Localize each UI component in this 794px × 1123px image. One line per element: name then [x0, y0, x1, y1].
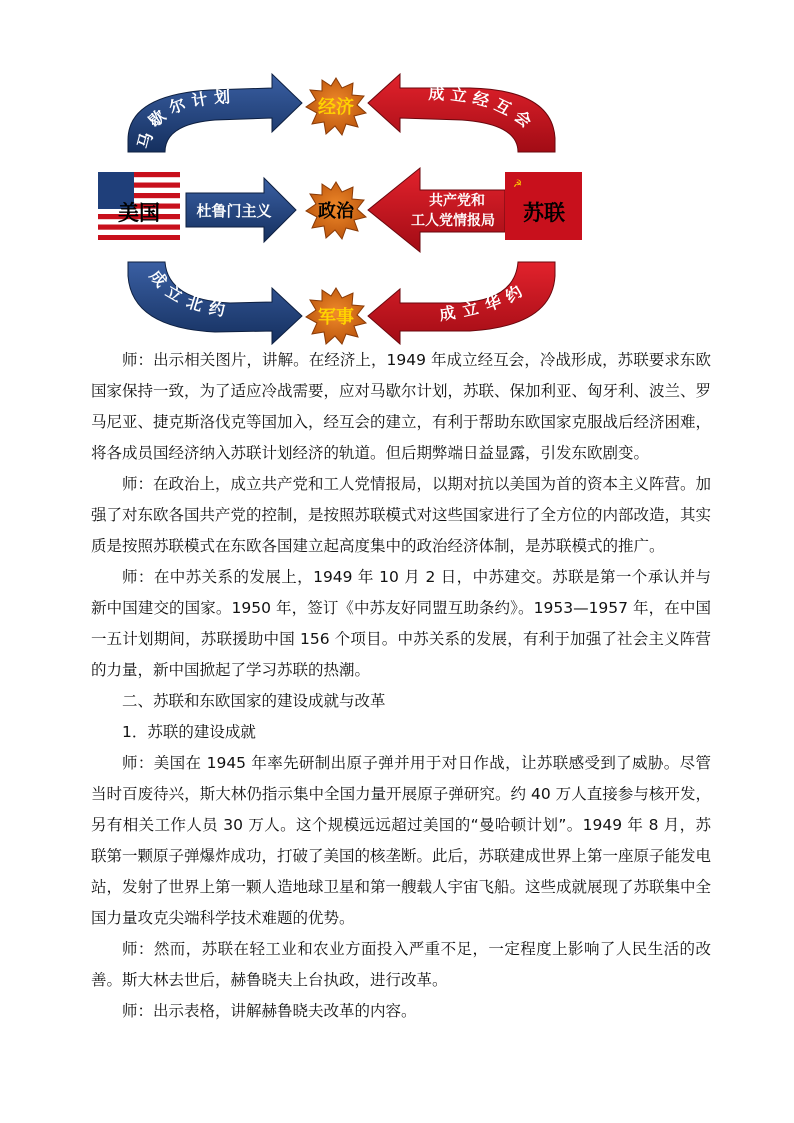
usa-flag — [98, 172, 180, 240]
economy-burst — [306, 78, 366, 135]
cold-war-diagram — [0, 0, 794, 345]
truman-doctrine-label: 杜鲁门主义 — [196, 202, 272, 220]
comecon-arrow — [368, 74, 555, 152]
marshall-plan-arrow — [128, 74, 302, 152]
paragraph-economy: 师：出示相关图片，讲解。在经济上，1949 年成立经互会，冷战形成，苏联要求东欧国家保持一致，为了适应冷战需要，应对马歇尔计划，苏联、保加利亚、匈牙利、波兰、罗马尼亚、捷克斯洛伐克等国加入，经互会的建立，有利于帮助东欧国家克服战后经济困难，将各成员国经济纳入苏联计划经济的轨道。但后期弊端日益显露，引发东欧剧变。 — [91, 351, 712, 462]
body-text — [91, 345, 711, 1027]
cominform-label-line2: 工人党情报局 — [411, 213, 495, 229]
military-burst — [306, 288, 366, 344]
nato-label: 成立北约 — [145, 266, 235, 322]
subsection-heading: 1．苏联的建设成就 — [122, 723, 256, 741]
section-heading: 二、苏联和东欧国家的建设成就与改革 — [122, 692, 386, 710]
ussr-flag — [505, 172, 582, 240]
politics-burst — [306, 182, 366, 239]
paragraph-sino-soviet: 师：在中苏关系的发展上，1949 年 10 月 2 日，中苏建交。苏联是第一个承认并与新中国建交的国家。1950 年，签订《中苏友好同盟互助条约》。1953—1957 年，在中国一五计划期间，苏联援助中国 156 个项目。中苏关系的发展，有利于加强了社会主义阵营的力量，新中国掀起了学习苏联的热潮。 — [91, 568, 711, 679]
warsaw-pact-label: 成立华约 — [437, 277, 533, 325]
paragraph-atomic-bomb: 师：美国在 1945 年率先研制出原子弹并用于对日作战，让苏联感受到了威胁。尽管当时百废待兴，斯大林仍指示集中全国力量开展原子弹研究。约 40 万人直接参与核开发，另有相关工作人员 30 万人。这个规模远远超过美国的“曼哈顿计划”。1949 年 8 月，苏联第一颗原子弹爆炸成功，打破了美国的核垄断。此后，苏联建成世界上第一座原子能发电站，发射了世界上第一颗人造地球卫星和第一艘载人宇宙飞船。这些成就展现了苏联集中全国力量攻克尖端科学技术难题的优势。 — [91, 754, 712, 927]
paragraph-politics: 师：在政治上，成立共产党和工人党情报局，以期对抗以美国为首的资本主义阵营。加强了对东欧各国共产党的控制，是按照苏联模式对这些国家进行了全方位的内部改造，其实质是按照苏联模式在东欧各国建立起高度集中的政治经济体制，是苏联模式的推广。 — [91, 475, 712, 555]
cominform-arrow — [368, 168, 505, 252]
hammer-sickle-icon: ☭ — [513, 179, 522, 190]
military-label: 军事 — [318, 307, 354, 328]
economy-label: 经济 — [318, 97, 354, 118]
ussr-label: 苏联 — [523, 201, 565, 225]
politics-label: 政治 — [318, 201, 354, 222]
paragraph-light-industry: 师：然而，苏联在轻工业和农业方面投入严重不足，一定程度上影响了人民生活的改善。斯大林去世后，赫鲁晓夫上台执政，进行改革。 — [91, 940, 711, 989]
warsaw-pact-arrow — [368, 262, 555, 344]
nato-arrow — [128, 262, 302, 344]
comecon-label: 成立经互会 — [428, 83, 540, 135]
marshall-plan-label: 马歇尔计划 — [134, 86, 237, 151]
cominform-label-line1: 共产党和 — [429, 193, 485, 209]
paragraph-show-table: 师：出示表格，讲解赫鲁晓夫改革的内容。 — [122, 1002, 417, 1020]
truman-doctrine-arrow — [186, 178, 296, 242]
usa-label: 美国 — [118, 201, 160, 225]
